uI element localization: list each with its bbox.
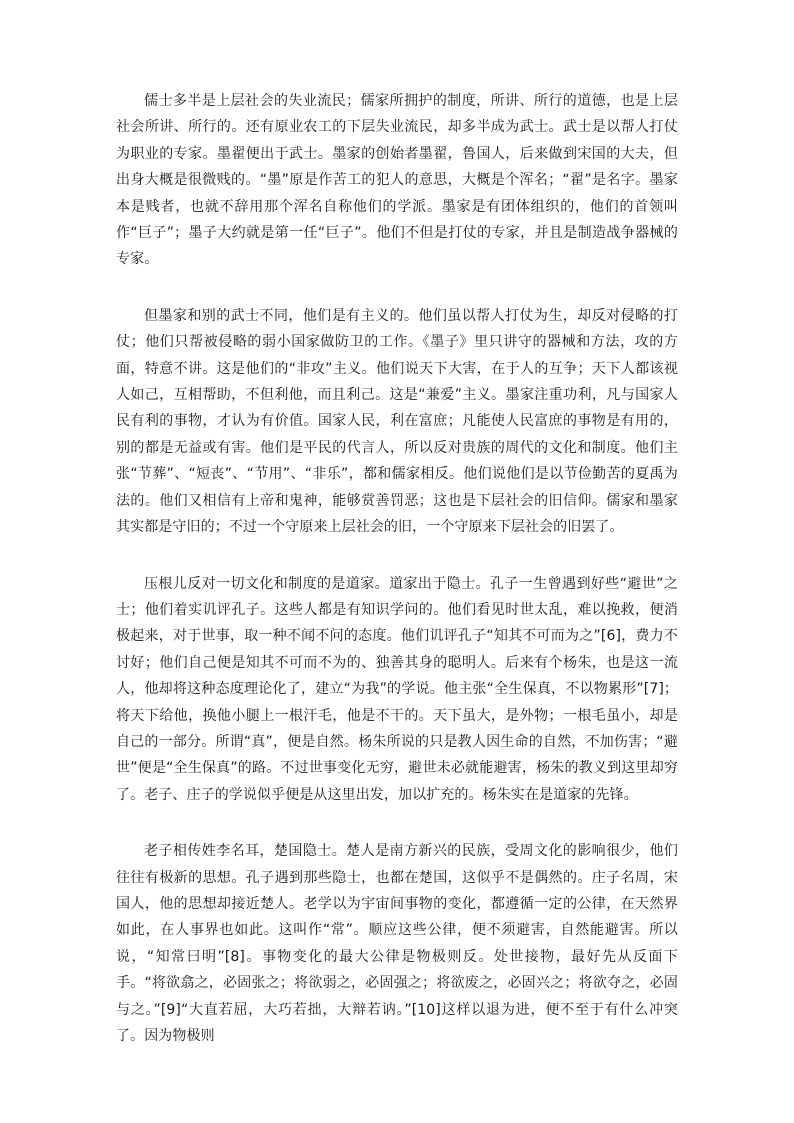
paragraph-daoist-origins: 压根儿反对一切文化和制度的是道家。道家出于隐士。孔子一生曾遇到好些“避世”之士；他们着实讥评孔子。这些人都是有知识学问的。他们看见时世太乱，难以挽救，便消极起来，对于世事，取一种不闻不问的态度。他们讥评孔子“知其不可而为之”[6]，费力不讨好；他们自己便是知其不可而不为的、独善其身的聪明人。后来有个杨朱，也是这一流人，他却将这种态度理论化了，建立“为我”的学说。他主张“全生保真，不以物累形”[7]；将天下给他，换他小腿上一根汗毛，他是不干的。天下虽大，是外物；一根毛虽小，却是自己的一部分。所谓“真”，便是自然。杨朱所说的只是教人因生命的自然，不加伤害；“避世”便是“全生保真”的路。不过世事变化无穷，避世未必就能避害，杨朱的教义到这里却穷了。老子、庄子的学说似乎便是从这里出发，加以扩充的。杨朱实在是道家的先锋。 xyxy=(116,575,678,803)
document-page xyxy=(116,88,678,1049)
paragraph-laozi-zhuangzi: 老子相传姓李名耳，楚国隐士。楚人是南方新兴的民族，受周文化的影响很少，他们往往有极新的思想。孔子遇到那些隐士，也都在楚国，这似乎不是偶然的。庄子名周，宋国人，他的思想却接近楚人。老学以为宇宙间事物的变化，都遵循一定的公律，在天然界如此，在人事界也如此。这叫作“常”。顺应这些公律，便不须避害，自然能避害。所以说，“知常曰明”[8]。事物变化的最大公律是物极则反。处世接物，最好先从反面下手。“将欲翕之，必固张之；将欲弱之，必固强之；将欲废之，必固兴之；将欲夺之，必固与之。”[9]“大直若屈，大巧若拙，大辩若讷。”[10]这样以退为进，便不至于有什么冲突了。因为物极则 xyxy=(116,843,678,1044)
paragraph-mohist-doctrines: 但墨家和别的武士不同，他们是有主义的。他们虽以帮人打仗为生，却反对侵略的打仗；他们只帮被侵略的弱小国家做防卫的工作。《墨子》里只讲守的器械和方法，攻的方面，特意不讲。这是他们的“非攻”主义。他们说天下大害，在于人的互争；天下人都该视人如己，互相帮助，不但利他，而且利己。这是“兼爱”主义。墨家注重功利，凡与国家人民有利的事物，才认为有价值。国家人民，利在富庶；凡能使人民富庶的事物是有用的，别的都是无益或有害。他们是平民的代言人，所以反对贵族的周代的文化和制度。他们主张“节葬”、“短丧”、“节用”、“非乐”，都和儒家相反。他们说他们是以节俭勤苦的夏禹为法的。他们又相信有上帝和鬼神，能够赏善罚恶；这也是下层社会的旧信仰。儒家和墨家其实都是守旧的；不过一个守原来上层社会的旧，一个守原来下层社会的旧罢了。 xyxy=(116,307,678,536)
paragraph-mohist-origins: 儒士多半是上层社会的失业流民；儒家所拥护的制度，所讲、所行的道德，也是上层社会所讲、所行的。还有原业农工的下层失业流民，却多半成为武士。武士是以帮人打仗为职业的专家。墨翟便出于武士。墨家的创始者墨翟，鲁国人，后来做到宋国的大夫，但出身大概是很微贱的。“墨”原是作苦工的犯人的意思，大概是个浑名；“翟”是名字。墨家本是贱者，也就不辞用那个浑名自称他们的学派。墨家是有团体组织的，他们的首领叫作“巨子”；墨子大约就是第一任“巨子”。他们不但是打仗的专家，并且是制造战争器械的专家。 xyxy=(116,93,678,268)
